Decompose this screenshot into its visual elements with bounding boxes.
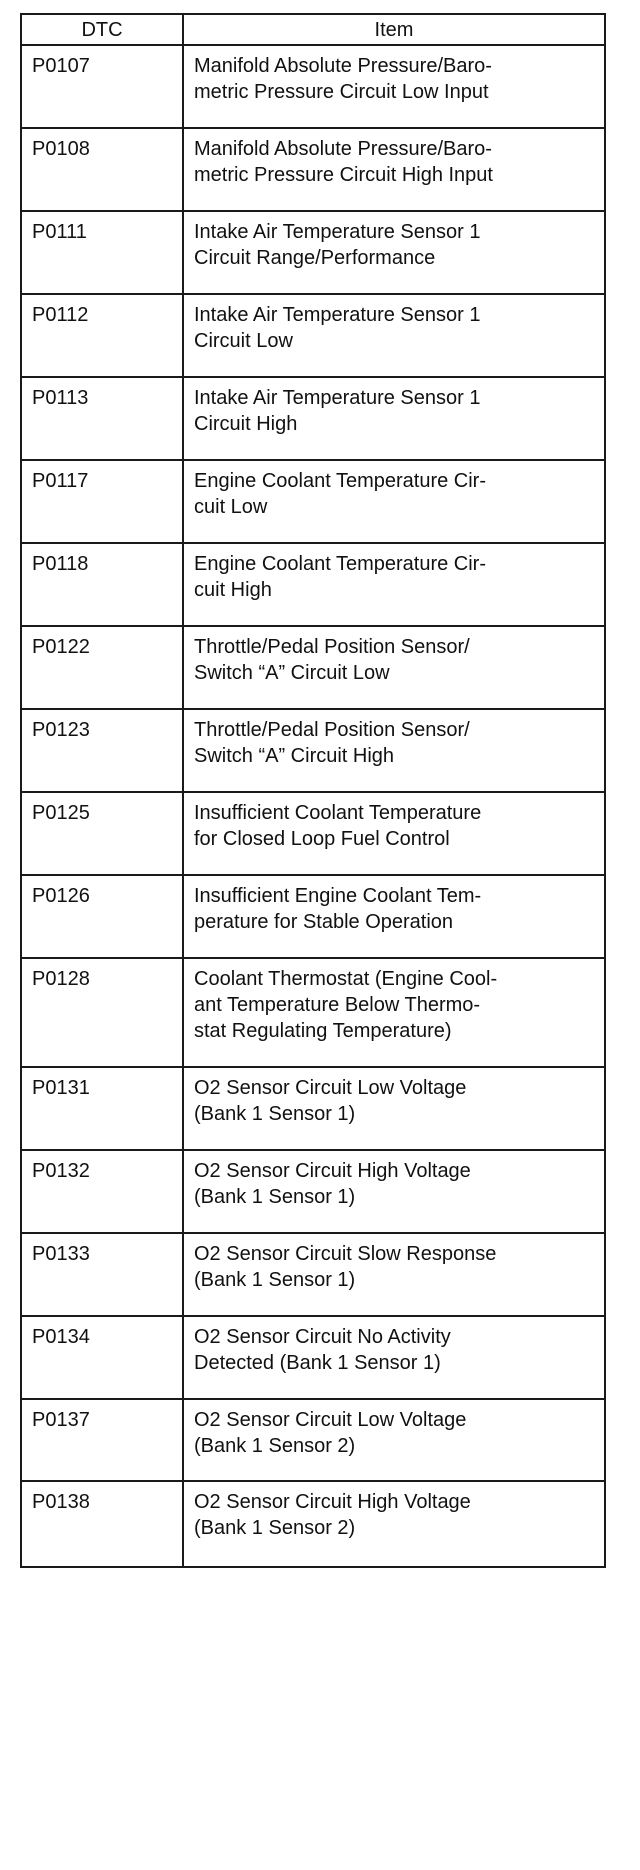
dtc-code: P0122	[21, 626, 183, 709]
dtc-column-header: DTC	[21, 14, 183, 45]
table-row	[21, 1150, 605, 1233]
dtc-item: O2 Sensor Circuit High Voltage (Bank 1 Sensor 1)	[183, 1150, 605, 1233]
dtc-item: O2 Sensor Circuit Slow Response (Bank 1 Sensor 1)	[183, 1233, 605, 1316]
dtc-code: P0137	[21, 1399, 183, 1481]
table-row	[21, 1067, 605, 1150]
dtc-code: P0118	[21, 543, 183, 626]
dtc-item: Intake Air Temperature Sensor 1 Circuit Low	[183, 294, 605, 377]
table-row	[21, 211, 605, 294]
table-row	[21, 128, 605, 211]
dtc-item: Manifold Absolute Pressure/Baro- metric Pressure Circuit High Input	[183, 128, 605, 211]
dtc-code: P0134	[21, 1316, 183, 1399]
dtc-item: Coolant Thermostat (Engine Cool- ant Temperature Below Thermo- stat Regulating Temperature)	[183, 958, 605, 1067]
dtc-code: P0138	[21, 1481, 183, 1567]
table-row	[21, 45, 605, 128]
dtc-code: P0108	[21, 128, 183, 211]
dtc-item: Insufficient Coolant Temperature for Closed Loop Fuel Control	[183, 792, 605, 875]
table-row	[21, 875, 605, 958]
dtc-code: P0133	[21, 1233, 183, 1316]
table-row	[21, 792, 605, 875]
table-row	[21, 543, 605, 626]
dtc-item: Intake Air Temperature Sensor 1 Circuit Range/Performance	[183, 211, 605, 294]
dtc-table	[20, 13, 606, 1568]
dtc-code: P0132	[21, 1150, 183, 1233]
dtc-code: P0126	[21, 875, 183, 958]
table-row	[21, 626, 605, 709]
dtc-code: P0117	[21, 460, 183, 543]
item-column-header: Item	[183, 14, 605, 45]
dtc-item: Engine Coolant Temperature Cir- cuit High	[183, 543, 605, 626]
dtc-code: P0128	[21, 958, 183, 1067]
dtc-code: P0107	[21, 45, 183, 128]
dtc-item: O2 Sensor Circuit No Activity Detected (Bank 1 Sensor 1)	[183, 1316, 605, 1399]
table-row	[21, 460, 605, 543]
dtc-item: Throttle/Pedal Position Sensor/ Switch “A” Circuit Low	[183, 626, 605, 709]
dtc-item: Manifold Absolute Pressure/Baro- metric Pressure Circuit Low Input	[183, 45, 605, 128]
table-row	[21, 1233, 605, 1316]
dtc-item: Throttle/Pedal Position Sensor/ Switch “A” Circuit High	[183, 709, 605, 792]
dtc-item: Engine Coolant Temperature Cir- cuit Low	[183, 460, 605, 543]
table-row	[21, 294, 605, 377]
dtc-item: Insufficient Engine Coolant Tem- perature for Stable Operation	[183, 875, 605, 958]
dtc-item: O2 Sensor Circuit Low Voltage (Bank 1 Sensor 2)	[183, 1399, 605, 1481]
dtc-code: P0111	[21, 211, 183, 294]
dtc-item: O2 Sensor Circuit High Voltage (Bank 1 Sensor 2)	[183, 1481, 605, 1567]
dtc-code: P0112	[21, 294, 183, 377]
table-row	[21, 1481, 605, 1567]
dtc-code: P0131	[21, 1067, 183, 1150]
table-row	[21, 377, 605, 460]
dtc-code: P0125	[21, 792, 183, 875]
dtc-item: Intake Air Temperature Sensor 1 Circuit High	[183, 377, 605, 460]
table-row	[21, 1316, 605, 1399]
table-row	[21, 958, 605, 1067]
dtc-code: P0123	[21, 709, 183, 792]
header-row	[21, 14, 605, 45]
table-row	[21, 1399, 605, 1481]
table-row	[21, 709, 605, 792]
dtc-code: P0113	[21, 377, 183, 460]
dtc-item: O2 Sensor Circuit Low Voltage (Bank 1 Sensor 1)	[183, 1067, 605, 1150]
